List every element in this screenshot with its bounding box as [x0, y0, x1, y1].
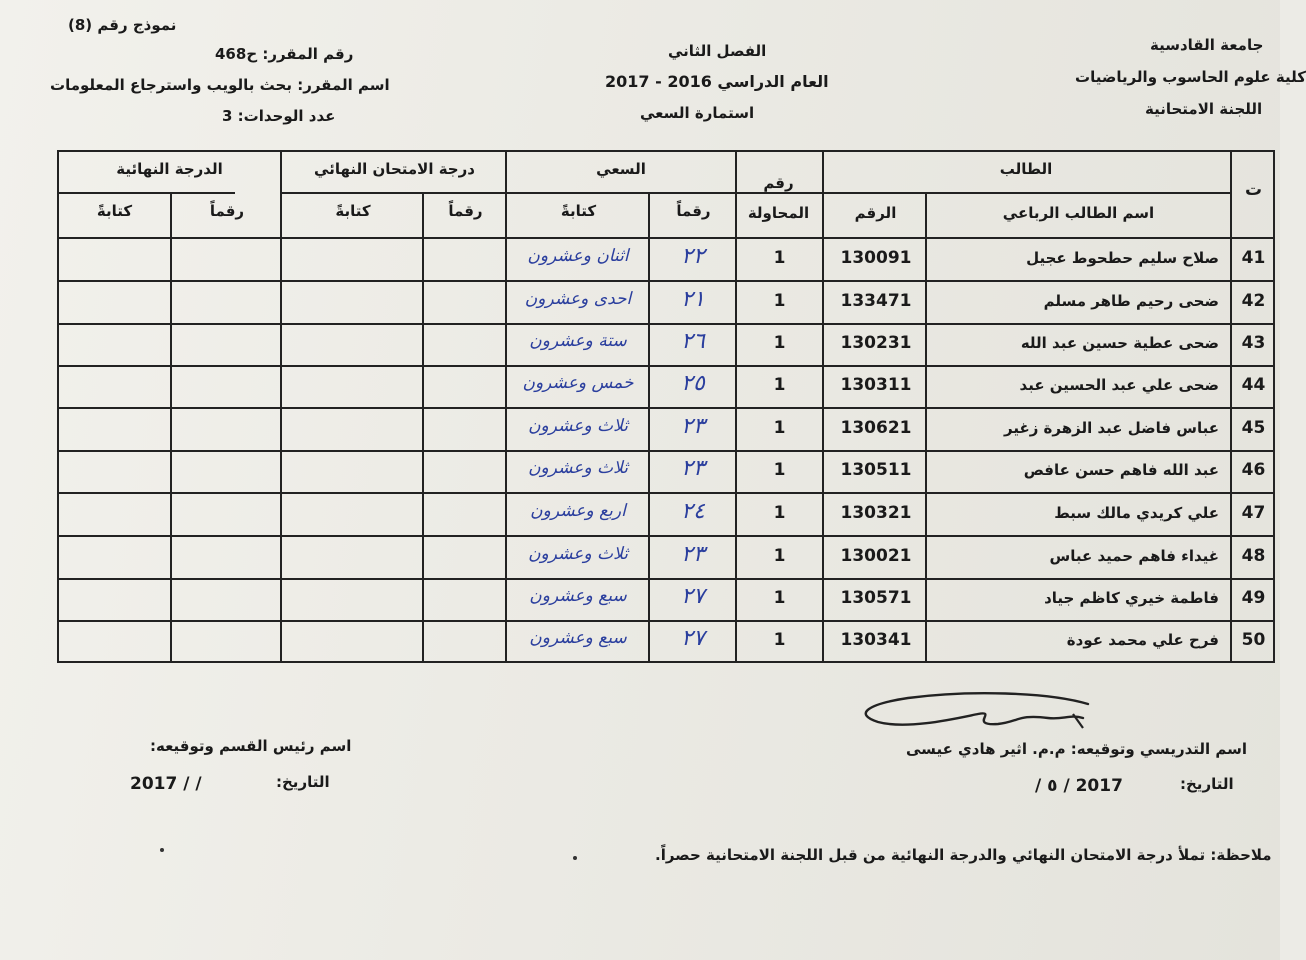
effort-words: احدى وعشرون	[524, 288, 632, 309]
student-name: ضحى رحيم طاهر مسلم	[1043, 291, 1219, 310]
instructor-date-label: التاريخ:	[1180, 775, 1234, 793]
course-code: رقم المقرر: ح468	[215, 45, 354, 63]
form-title: استمارة السعي	[640, 104, 755, 122]
row-seq: 48	[1241, 545, 1266, 566]
header-final-grade: الدرجة النهائية	[116, 160, 223, 178]
row-seq: 43	[1241, 333, 1266, 353]
stray-dot	[573, 856, 577, 860]
student-id: 130511	[840, 460, 912, 480]
attempt-number: 1	[773, 545, 786, 566]
university-name: جامعة القادسية	[1150, 36, 1264, 54]
effort-words: اربع وعشرون	[530, 500, 626, 521]
effort-digits: ٢٣	[681, 541, 705, 567]
header-seq: ت	[1244, 180, 1263, 200]
effort-digits: ٢٤	[681, 498, 705, 524]
student-id: 130091	[840, 247, 912, 268]
header-student: الطالب	[999, 160, 1053, 178]
row-seq: 44	[1241, 375, 1266, 395]
student-name: عباس فاضل عبد الزهرة زغير	[1004, 418, 1219, 437]
student-name: ضحى علي عبد الحسين عبد	[1019, 376, 1219, 394]
student-id: 130311	[840, 375, 912, 395]
effort-digits: ٢٧	[681, 584, 705, 609]
student-id: 130321	[840, 502, 912, 523]
form-number: نموذج رقم (8)	[68, 16, 177, 34]
effort-words: ستة وعشرون	[529, 331, 627, 351]
stray-dot	[160, 848, 164, 852]
row-seq: 41	[1241, 247, 1266, 268]
sub-final-words: كتابةً	[96, 202, 133, 220]
attempt-number: 1	[773, 502, 786, 523]
student-id: 130571	[840, 588, 912, 608]
student-name: عبد الله فاهم حسن عافص	[1023, 461, 1219, 479]
sub-exam-digits: رقماً	[448, 202, 483, 220]
header-final-exam: درجة الامتحان النهائي	[314, 160, 475, 178]
head-of-dept: اسم رئيس القسم وتوقيعه:	[150, 737, 352, 755]
attempt-number: 1	[773, 588, 786, 608]
instructor-date: / ٥ / 2017	[1035, 776, 1123, 796]
row-seq: 50	[1241, 629, 1266, 650]
attempt-number: 1	[773, 460, 786, 480]
student-id: 130231	[840, 333, 912, 353]
course-name: اسم المقرر: بحث بالويب واسترجاع المعلومات	[50, 76, 390, 94]
effort-digits: ٢١	[681, 286, 705, 312]
head-date: 2017 / /	[130, 774, 202, 794]
attempt-number: 1	[773, 375, 786, 395]
college-name: كلية علوم الحاسوب والرياضيات	[1075, 68, 1306, 86]
effort-digits: ٢٣	[681, 456, 705, 481]
effort-digits: ٢٣	[681, 413, 705, 439]
attempt-number: 1	[773, 333, 786, 353]
effort-digits: ٢٧	[681, 625, 705, 651]
effort-words: سبع وعشرون	[529, 627, 627, 648]
header-effort: السعي	[596, 160, 646, 178]
effort-words: سبع وعشرون	[529, 586, 627, 606]
effort-words: اثنان وعشرون	[527, 245, 629, 266]
student-id: 130341	[840, 629, 912, 650]
attempt-number: 1	[773, 417, 786, 438]
row-seq: 46	[1241, 460, 1266, 480]
academic-year: العام الدراسي 2016 - 2017	[605, 72, 829, 91]
sub-student-name: اسم الطالب الرباعي	[1002, 204, 1155, 222]
sub-student-id: الرقم	[854, 204, 897, 222]
effort-words: خمس وعشرون	[522, 373, 634, 393]
head-date-label: التاريخ:	[276, 773, 330, 791]
committee-name: اللجنة الامتحانية	[1145, 100, 1263, 118]
student-id: 130621	[840, 417, 912, 438]
student-id: 130021	[840, 545, 912, 566]
footer-note: ملاحظة: تملأ درجة الامتحان النهائي والدرجة النهائية من قبل اللجنة الامتحانية حصراً.	[655, 846, 1272, 864]
header-attempt-2: المحاولة	[747, 204, 810, 222]
sub-final-digits: رقماً	[209, 202, 245, 220]
student-name: ضحى عطية حسين عبد الله	[1020, 334, 1219, 352]
units-count: عدد الوحدات: 3	[222, 107, 336, 125]
semester: الفصل الثاني	[668, 42, 767, 60]
effort-words: ثلاث وعشرون	[528, 458, 628, 478]
student-id: 133471	[840, 290, 912, 311]
effort-digits: ٢٢	[681, 243, 705, 269]
sub-exam-words: كتابةً	[335, 202, 371, 220]
attempt-number: 1	[773, 629, 786, 650]
signature-icon	[848, 684, 1108, 744]
row-seq: 45	[1241, 417, 1266, 438]
header-attempt-1: رقم	[763, 174, 794, 192]
sub-effort-digits: رقماً	[676, 202, 711, 220]
student-name: غيداء فاهم حميد عباس	[1049, 546, 1219, 565]
attempt-number: 1	[773, 290, 786, 311]
effort-words: ثلاث وعشرون	[528, 415, 628, 436]
instructor-name: اسم التدريسي وتوقيعه: م.م. اثير هادي عيسى	[906, 740, 1248, 758]
student-name: فرح علي محمد عودة	[1066, 630, 1219, 649]
row-seq: 49	[1241, 588, 1266, 608]
effort-digits: ٢٦	[681, 329, 705, 354]
row-seq: 42	[1241, 290, 1266, 311]
attempt-number: 1	[773, 247, 786, 268]
student-name: فاطمة خيري كاظم جياد	[1044, 589, 1219, 607]
effort-words: ثلاث وعشرون	[528, 543, 628, 564]
effort-digits: ٢٥	[681, 371, 705, 396]
row-seq: 47	[1241, 502, 1266, 523]
student-name: علي كريدي مالك سبط	[1054, 503, 1219, 522]
student-name: صلاح سليم حطحوط عجيل	[1026, 248, 1219, 267]
sub-effort-words: كتابةً	[560, 202, 597, 220]
